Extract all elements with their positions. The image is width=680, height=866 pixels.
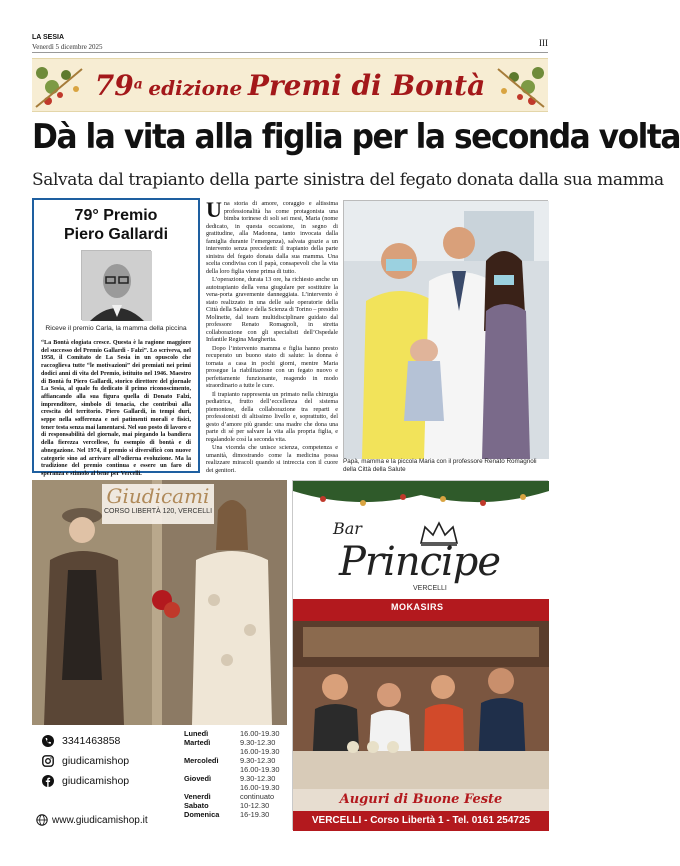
holly-decoration-icon: [492, 61, 548, 111]
hours-row: Domenica 16-19.30: [184, 810, 270, 819]
portrait-illustration: [82, 251, 152, 321]
article-body: [206, 197, 338, 475]
sidebar-title: [34, 206, 198, 244]
article-paragraph: Una storia di amore, coraggio e altissima professionalità ha come protagonista una bimba torinese di soli sei mesi, Maria (nome dedicato, in questa occasione, in segno di gratitudine, alla Madonna, tanto invocata dalla famiglia durante l’emergenza), salvata grazie a un intervento senza precedenti: il trapianto della parte sinistra del fegato donata dalla sua mamma. Una scelta condivisa con il papà, consapevoli che la vita della loro figlia viene prima di tutto.: [206, 197, 338, 275]
principe-logo: Principe: [339, 539, 501, 585]
edition-superscript: a: [133, 76, 143, 93]
top-rule: [32, 52, 548, 53]
bar-staff-illustration: [293, 621, 549, 789]
giudicami-ad[interactable]: [32, 480, 287, 830]
edition-number: 79: [94, 69, 134, 102]
instagram-icon: [42, 755, 54, 767]
prize-title: Premi di Bontà: [247, 69, 486, 102]
bar-staff-photo: [293, 621, 549, 789]
giudicami-logo: Giudicami: [106, 484, 210, 508]
giudicami-brand-box: [102, 484, 214, 524]
globe-icon: [36, 814, 48, 826]
section-banner: [32, 58, 548, 112]
portrait-photo: [81, 250, 151, 320]
instagram-contact[interactable]: [42, 755, 129, 767]
phone-contact[interactable]: [42, 735, 120, 747]
publication-name: LA SESIA: [32, 34, 65, 41]
article-paragraph: Il trapianto rappresenta un primato nella chirurgia pediatrica, frutto dell’eccellenza del sistema piemontese, della collaborazione tra reparti e professionisti di altissimo livello e, soprattutto, del gesto d’amore più grande: una madre che dona una parte di sé per salvare la vita alla propria figlia, e regalandole così la seconda vita.: [206, 390, 338, 443]
facebook-handle: giudicamishop: [62, 775, 130, 787]
phone-icon: [42, 735, 54, 747]
bar-principe-ad[interactable]: [292, 480, 548, 830]
sidebar-body: “La Bontà elogiata cresce. Questa è la ragione maggiore del successo del Premio Gallardi - Falzi”. Lo scriveva, nel 1958, il Comitato de La Sesia in un opuscolo che raccoglieva tutte “le motivazioni” dei premiati nei primi dodici anni di vita del Premio, istituito nel 1946. Maestro di Bontà fu Piero Gallardi, storico direttore del giornale La Sesia, al quale fu dedicato il primo riconoscimento, affiancando alla sua figura quella di Donato Falzi, imprenditore, simbolo di tenacia, che contribuì alla crescita del territorio. Piero Gallardi, in tempi duri, seppe nella sofferenza e nei patimenti morali e fisici, tener testa senza mai lamentarsi. Nel suo posto di lavoro e di responsabilità del giornale, mai piegando la bandiera della fierezza vercellese, fu esempio di bontà e di abnegazione. Nel 1974, il premio si diversificò con nuove categorie sino ad arrivare all’odierna evoluzione. Ma la tradizione del premio continua e essere un faro di speranza e stimolo al bene per Vercelli.: [41, 340, 191, 477]
hours-row: Venerdì continuato: [184, 792, 275, 801]
hours-row: Martedì 9.30-12.30: [184, 738, 276, 747]
opening-hours: [184, 729, 279, 819]
hours-row: Lunedì 16.00-19.30: [184, 729, 280, 738]
bar-word: Bar: [333, 519, 362, 538]
hours-row: 16.00-19.30: [240, 783, 280, 792]
phone-number: 3341463858: [62, 735, 121, 747]
banner-title: [32, 69, 548, 102]
facebook-contact[interactable]: [42, 775, 129, 787]
giudicami-contacts: [32, 725, 287, 830]
hospital-photo: [343, 200, 548, 458]
sponsor-name: MOKASIRS: [391, 602, 444, 612]
website-url: www.giudicamishop.it: [52, 814, 148, 826]
hours-row: 16.00-19.30: [240, 765, 280, 774]
bar-principe-footer: VERCELLI - Corso Libertà 1 - Tel. 0161 254725: [293, 811, 549, 831]
hours-row: 16.00-19.30: [240, 747, 280, 756]
page-number: III: [539, 38, 548, 48]
sidebar-title-line1: 79° Premio: [74, 207, 158, 224]
instagram-handle: giudicamishop: [62, 755, 130, 767]
premio-sidebar: [32, 198, 200, 477]
edition-word: edizione: [148, 76, 243, 100]
christmas-garland-icon: [293, 481, 549, 515]
article-paragraph: Dopo l’intervento mamma e figlia hanno presto recuperato un buono stato di salute: la donna è tornata a casa in pochi giorni, mentre Maria prosegue la riabilitazione con un fegato nuovo e perfettamente funzionante, reagendo in modo straordinario a tutte le cure.: [206, 344, 338, 389]
giudicami-address: CORSO LIBERTÀ 120, VERCELLI: [103, 508, 213, 515]
facebook-icon: [42, 775, 54, 787]
issue-date: Venerdì 5 dicembre 2025: [32, 43, 103, 51]
website-link[interactable]: [36, 814, 148, 826]
principe-city: VERCELLI: [413, 585, 447, 592]
article-paragraph: L’operazione, durata 13 ore, ha richiesto anche un autotrapianto della vena giugulare per sostituire la vena-porta gravemente danneggiata. L’intervento è stato realizzato in una delle sale operatorie della Città della Salute e della Scienza di Torino – presidio Molinette, dal team multidisciplinare guidato dal professore Renato Romagnoli, in stretta collaborazione con gli specialisti dell’Ospedale Infantile Regina Margherita.: [206, 276, 338, 343]
hours-row: Mercoledì 9.30-12.30: [184, 756, 276, 765]
drop-cap: U: [206, 197, 222, 222]
subheadline: Salvata dal trapianto della parte sinistra del fegato donata dalla sua mamma: [32, 170, 664, 190]
masthead: [32, 34, 548, 50]
hours-row: Sabato 10-12.30: [184, 801, 270, 810]
headline: Dà la vita alla figlia per la seconda volta: [32, 117, 680, 157]
article-paragraph: Una vicenda che unisce scienza, competenza e umanità, dimostrando come la medicina possa realizzare miracoli quando si intreccia con il cuore dei genitori.: [206, 444, 338, 474]
season-greeting: Auguri di Buone Feste: [293, 789, 549, 811]
portrait-caption: Riceve il premio Carla, la mamma della piccina: [45, 325, 187, 332]
sidebar-title-line2: Piero Gallardi: [63, 226, 169, 243]
family-photo-illustration: [344, 201, 549, 459]
hours-row: Giovedì 9.30-12.30: [184, 774, 276, 783]
photo-caption: Papà, mamma e la piccola Maria con il professore Renato Romagnoli della Città della Salute: [343, 458, 537, 473]
